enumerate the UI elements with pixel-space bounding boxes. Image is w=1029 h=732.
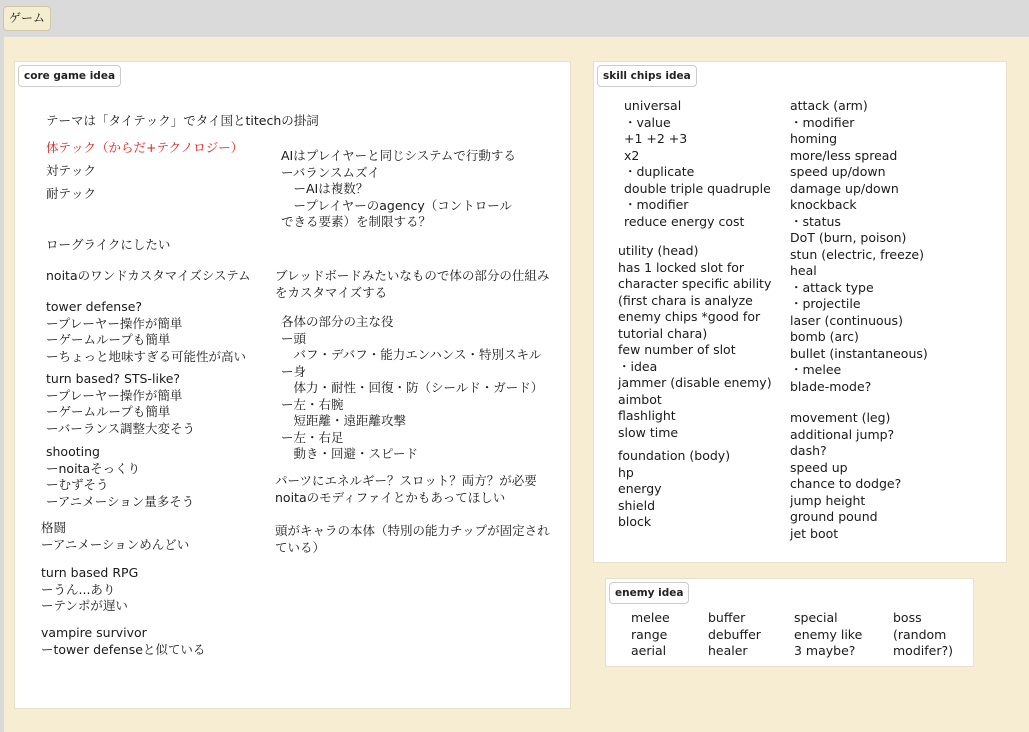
enemy-col-melee[interactable]: melee range aerial — [631, 610, 670, 658]
energy-slot-note[interactable]: パーツにエネルギー？スロット？両方？が必要 noitaのモディファイとかもあってほしい — [275, 473, 537, 505]
ai-note[interactable]: AIはプレイヤーと同じシステムで行動する ーバランスムズイ ーAIは複数？ ープレイヤーのagency（コントロール できる要素）を制限する？ — [281, 148, 516, 229]
core-game-idea-card[interactable] — [14, 61, 571, 709]
body-parts-note[interactable]: 各体の部分の主な役 ー頭 バフ・デバフ・能力エンハンス・特別スキル ー身 体力・耐性・回復・防（シールド・ガード） ー左・右腕 短距離・遠距離攻撃 ー左・右足 動き・回避・スピード — [281, 314, 544, 461]
breadboard-note[interactable]: ブレッドボードみたいなもので体の部分の仕組み をカスタマイズする — [275, 268, 550, 300]
theme-note[interactable]: テーマは「タイテック」でタイ国とtitechの掛詞 — [46, 113, 319, 128]
enemy-col-buffer[interactable]: buffer debuffer healer — [708, 610, 761, 658]
noita-wand-note[interactable]: noitaのワンドカスタマイズシステム — [46, 268, 251, 283]
enemy-idea-title: enemy idea — [609, 582, 689, 604]
core-game-idea-title: core game idea — [18, 65, 121, 87]
turn-based-rpg-note[interactable]: turn based RPG ーうん...あり ーテンポが遅い — [41, 565, 139, 613]
movement-chips-note[interactable]: movement (leg) additional jump? dash? speed up chance to dodge? jump height ground pound jet boot — [790, 410, 902, 541]
tower-defense-note[interactable]: tower defense? ープレーヤー操作が簡単 ーゲームループも簡単 ーちょっと地味すぎる可能性が高い — [46, 299, 247, 364]
turn-based-sts-note[interactable]: turn based? STS-like? ープレーヤー操作が簡単 ーゲームループも簡単 ーバーランス調整大変そう — [46, 371, 196, 436]
whiteboard-canvas[interactable] — [4, 37, 1029, 732]
enemy-idea-card[interactable] — [605, 578, 974, 667]
tsui-tech-note[interactable]: 対テック — [46, 163, 97, 178]
shooting-note[interactable]: shooting ーnoitaそっくり ーむずそう ーアニメーション量多そう — [46, 444, 195, 509]
universal-chips-note[interactable]: universal ・value +1 +2 +3 x2 ・duplicate double triple quadruple ・modifier reduce energy cost — [624, 98, 771, 229]
roguelike-note[interactable]: ローグライクにしたい — [46, 237, 171, 252]
enemy-col-boss[interactable]: boss (random modifer?) — [893, 610, 953, 658]
board-tab[interactable]: ゲーム — [3, 6, 51, 31]
fighting-note[interactable]: 格闘 ーアニメーションめんどい — [41, 520, 190, 552]
utility-chips-note[interactable]: utility (head) has 1 locked slot for character specific ability (first chara is analyze enemy chips *good for tutorial chara) few number of slot ・idea jammer (disable enemy) aimbot flashlight slow time — [618, 243, 772, 440]
vampire-survivor-note[interactable]: vampire survivor ーtower defenseと似ている — [41, 625, 206, 657]
tai-tech-note[interactable]: 耐テック — [46, 186, 97, 201]
skill-chips-idea-title: skill chips idea — [597, 65, 697, 87]
foundation-chips-note[interactable]: foundation (body) hp energy shield block — [618, 448, 731, 529]
enemy-col-special[interactable]: special enemy like 3 maybe? — [794, 610, 863, 658]
body-tech-note[interactable]: 体テック（からだ+テクノロジー） — [46, 140, 244, 155]
top-bar — [0, 0, 1029, 37]
head-main-note[interactable]: 頭がキャラの本体（特別の能力チップが固定され ている） — [275, 523, 550, 555]
skill-chips-idea-card[interactable] — [593, 61, 1007, 563]
attack-chips-note[interactable]: attack (arm) ・modifier homing more/less spread speed up/down damage up/down knockback ・status DoT (burn, poison) stun (electric, freeze) heal ・attack type ・projectile laser (continuous) bomb (arc) bullet (instantaneous) ・melee blade-mode? — [790, 98, 928, 394]
